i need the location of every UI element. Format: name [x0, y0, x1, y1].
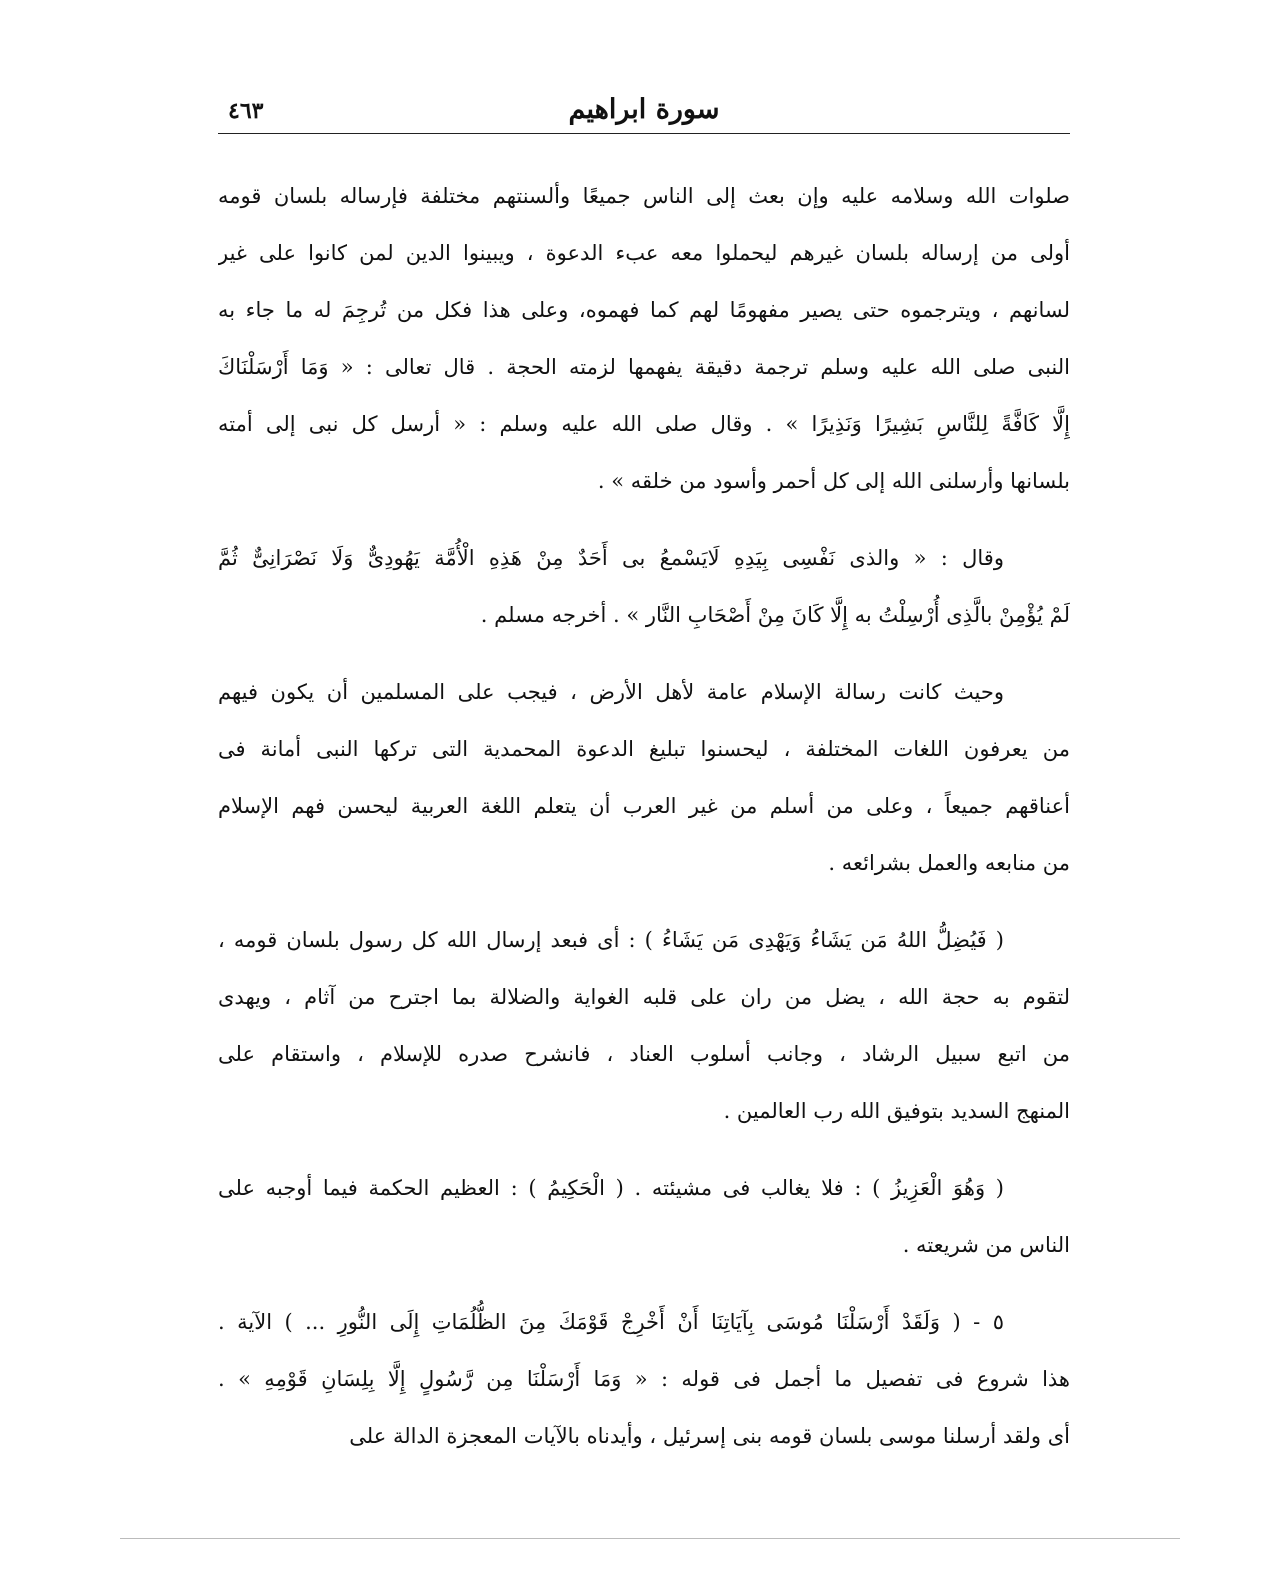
- text-line: لَمْ يُؤْمِنْ بالَّذِى أُرْسِلْتُ به إِلَّا كَانَ مِنْ أَصْحَابِ النَّار » . أخرجه مسلم .: [480, 603, 1070, 627]
- text-line: وقال : « والذى نَفْسِى بِيَدِهِ لَايَسْمعُ بى أَحَدٌ مِنْ هَذِهِ الْأُمَّة يَهُودِىٌّ وَلَا نَصْرَانِىٌّ ثُمَّ: [218, 546, 1004, 570]
- text-line: من يعرفون اللغات المختلفة ، ليحسنوا تبليغ الدعوة المحمدية التى تركها النبى أمانة فى: [218, 737, 1070, 761]
- surah-title: سورة ابراهيم: [568, 94, 720, 125]
- paragraph: [218, 168, 1070, 510]
- paragraph: [218, 1160, 1070, 1274]
- text-line: لسانهم ، ويترجموه حتى يصير مفهومًا لهم كما فهموه، وعلى هذا فكل من تُرجِمَ له ما جاء به: [218, 298, 1070, 322]
- header-divider: [218, 133, 1070, 134]
- paragraph: [218, 912, 1070, 1140]
- text-line: ( وَهُوَ الْعَزِيزُ ) : فلا يغالب فى مشيئته . ( الْحَكِيمُ ) : العظيم الحكمة فيما أوجبه على: [218, 1176, 1004, 1200]
- page-header: [218, 92, 1070, 132]
- text-line: هذا شروع فى تفصيل ما أجمل فى قوله : « وَمَا أَرْسَلْنَا مِن رَّسُولٍ إِلَّا بِلِسَانِ قَوْمِهِ » .: [218, 1367, 1070, 1391]
- page-number: ٤٦٣: [228, 98, 264, 124]
- page-body: [218, 168, 1070, 1485]
- text-line: بلسانها وأرسلنى الله إلى كل أحمر وأسود من خلقه » .: [597, 469, 1070, 493]
- paragraph: [218, 664, 1070, 892]
- text-line: إِلَّا كَافَّةً لِلنَّاسِ بَشِيرًا وَنَذِيرًا » . وقال صلى الله عليه وسلم : « أرسل كل نبى إلى أمته: [218, 412, 1070, 436]
- text-line: أولى من إرساله بلسان غيرهم ليحملوا معه عبء الدعوة ، ويبينوا الدين لمن كانوا على غير: [218, 241, 1070, 265]
- text-line: وحيث كانت رسالة الإسلام عامة لأهل الأرض ، فيجب على المسلمين أن يكون فيهم: [218, 680, 1004, 704]
- text-line: أعناقهم جميعاً ، وعلى من أسلم من غير العرب أن يتعلم اللغة العربية ليحسن فهم الإسلام: [218, 794, 1070, 818]
- text-line: النبى صلى الله عليه وسلم ترجمة دقيقة يفهمها لزمته الحجة . قال تعالى : « وَمَا أَرْسَلْنَاكَ: [218, 355, 1070, 379]
- text-line: أى ولقد أرسلنا موسى بلسان قومه بنى إسرئيل ، وأيدناه بالآيات المعجزة الدالة على: [349, 1424, 1070, 1448]
- text-line: من اتبع سبيل الرشاد ، وجانب أسلوب العناد ، فانشرح صدره للإسلام ، واستقام على: [218, 1042, 1070, 1066]
- text-line: الناس من شريعته .: [902, 1233, 1070, 1257]
- text-line: ( فَيُضِلُّ اللهُ مَن يَشَاءُ وَيَهْدِى مَن يَشَاءُ ) : أى فبعد إرسال الله كل رسول بلسان قومه ،: [218, 928, 1004, 952]
- text-line: من منابعه والعمل بشرائعه .: [828, 851, 1070, 875]
- text-line: المنهج السديد بتوفيق الله رب العالمين .: [723, 1099, 1070, 1123]
- text-line: ٥ - ( وَلَقَدْ أَرْسَلْنَا مُوسَى بِآيَاتِنَا أَنْ أَخْرِجْ قَوْمَكَ مِنَ الظُّلُمَاتِ إِلَى النُّورِ ... ) الآية .: [218, 1310, 1004, 1334]
- paragraph: [218, 1294, 1070, 1465]
- text-line: لتقوم به حجة الله ، يضل من ران على قلبه الغواية والضلالة بما اجترح من آثام ، ويهدى: [218, 985, 1070, 1009]
- text-line: صلوات الله وسلامه عليه وإن بعث إلى الناس جميعًا وألسنتهم مختلفة فإرساله بلسان قومه: [218, 184, 1070, 208]
- bottom-edge-line: [120, 1538, 1180, 1539]
- paragraph: [218, 530, 1070, 644]
